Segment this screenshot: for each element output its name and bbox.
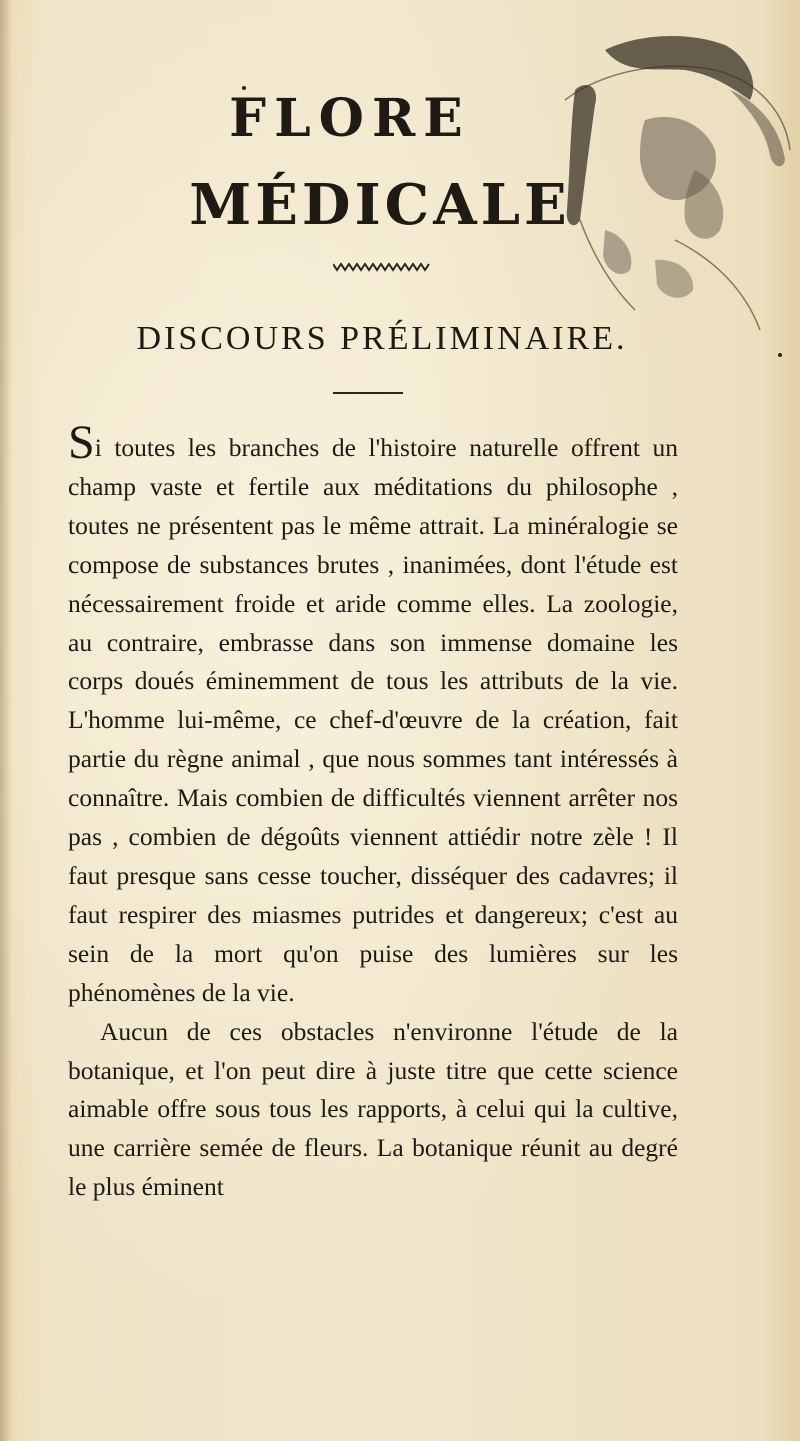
title-line-2: MÉDICALE	[189, 172, 571, 238]
paragraph-text: i toutes les branches de l'histoire naturelle offrent un champ vaste et fertile aux méditations du philosophe , toutes ne présentent pas le même attrait. La minéralogie se compose de substances brutes , inanimées, dont l'étude est nécessairement froide et aride comme elles. La zoologie, au contraire, embrasse dans son immense domaine les corps doués éminemment de tous les attributs de la vie. L'homme lui-même, ce chef-d'œuvre de la création, fait partie du règne animal , que nous sommes tant intéressés à connaître. Mais combien de difficultés viennent arrêter nos pas , combien de dégoûts viennent attiédir notre zèle ! Il faut presque sans cesse toucher, disséquer des cadavres; il faut respirer des miasmes putrides et dangereux; c'est au sein de la mort qu'on puise des lumières sur les phénomènes de la vie.	[68, 433, 678, 1007]
paragraph	[68, 416, 678, 1013]
title-line-1: FLORE	[229, 88, 471, 149]
body-text	[68, 416, 678, 1207]
drop-cap: S	[68, 416, 95, 469]
section-title: DISCOURS PRÉLIMINAIRE.	[136, 320, 628, 357]
wave-ornament	[333, 262, 431, 272]
paragraph: Aucun de ces obstacles n'environne l'étude de la botanique, et l'on peut dire à juste titre que cette science aimable offre sous tous les rapports, à celui qui la cultive, une carrière semée de fleurs. La botanique réunit au degré le plus éminent	[68, 1016, 678, 1202]
divider-rule	[333, 392, 403, 394]
